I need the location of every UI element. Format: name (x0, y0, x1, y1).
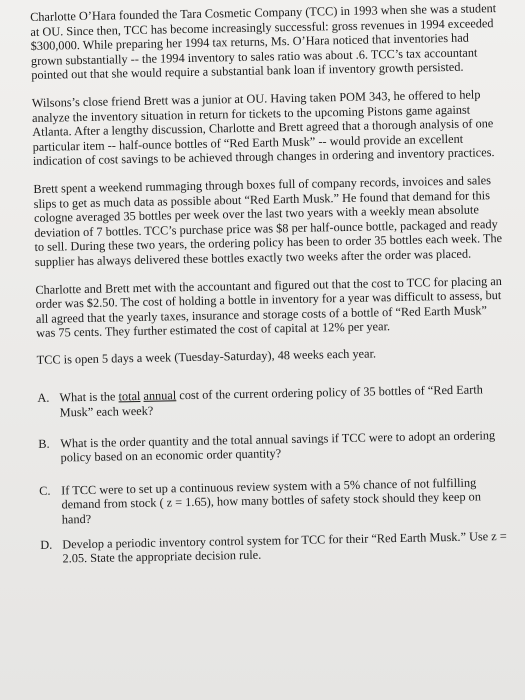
question-c-text: If TCC were to set up a continuous review system with a 5% chance of not fulfilling demand from stock ( z = 1.65), how many bottles of safety stock should they keep on hand? (61, 475, 482, 527)
question-d (40, 529, 508, 567)
question-b (38, 428, 506, 466)
question-b-text: What is the order quantity and the total annual savings if TCC were to adopt an ordering policy based on an economic order quantity? (60, 427, 496, 465)
question-a (37, 382, 505, 420)
question-a-underlined-annual: annual (143, 388, 177, 404)
paragraph-company-background: Charlotte O’Hara founded the Tara Cosmetic Company (TCC) in 1993 when she was a student at OU. Since then, TCC has become increasingly successful: gross revenues in 1994 exceeded $300,000. While preparing her 1994 tax returns, Ms. O’Hara noticed that inventories had grown substantially -- the 1994 inventory to sales ratio was about .6. TCC’s tax accountant pointed out that she would require a substantial bank loan if inventory growth persisted. (30, 1, 497, 83)
paragraph-demand-data: Brett spent a weekend rummaging through boxes full of company records, invoices and sales slips to get as much data as possible about “Red Earth Musk.” He found that demand for this cologne averaged 35 bottles per week over the last two years with a weekly mean absolute deviation of 7 bottles. TCC’s purchase price was $8 per half-ounce bottle, packaged and ready to sell. During these two years, the ordering policy has been to order 35 bottles each week. The supplier has always delivered these bottles exactly two weeks after the order was placed. (33, 173, 503, 269)
paragraph-operating-days: TCC is open 5 days a week (Tuesday-Saturday), 48 weeks each year. (36, 346, 377, 367)
paragraph-cost-data: Charlotte and Brett met with the accountant and figured out that the cost to TCC for placing an order was $2.50. The cost of holding a bottle in inventory for a year was difficult to assess, but all agreed that the yearly taxes, insurance and storage costs of a bottle of “Red Earth Musk” was 75 cents. They further estimated the cost of capital at 12% per year. (35, 273, 503, 341)
question-a-letter: A. (37, 391, 50, 406)
question-a-underlined-total: total (118, 389, 141, 404)
question-b-letter: B. (38, 436, 50, 451)
question-a-text-start: What is the (59, 389, 119, 405)
paragraph-brett-offer: Wilsons’s close friend Brett was a junior at OU. Having taken POM 343, he offered to help analyze the inventory situation in return for tickets to the upcoming Pistons game against Atlanta. After a lengthy discussion, Charlotte and Brett agreed that a thorough analysis of one particular item -- half-ounce bottles of “Red Earth Musk” -- would provide an excellent indication of cost savings to be achieved through changes in ordering and inventory practices. (31, 87, 495, 169)
document-body (30, 1, 509, 577)
question-d-letter: D. (40, 537, 53, 552)
question-d-text: Develop a periodic inventory control system for TCC for their “Red Earth Musk.” Use z = 2.05. State the appropriate decision rule. (62, 528, 507, 566)
question-c (39, 475, 508, 528)
question-c-letter: C. (39, 483, 51, 498)
question-a-text-end: cost of the current ordering policy of 35 bottles of “Red Earth Musk” each week? (59, 382, 483, 420)
